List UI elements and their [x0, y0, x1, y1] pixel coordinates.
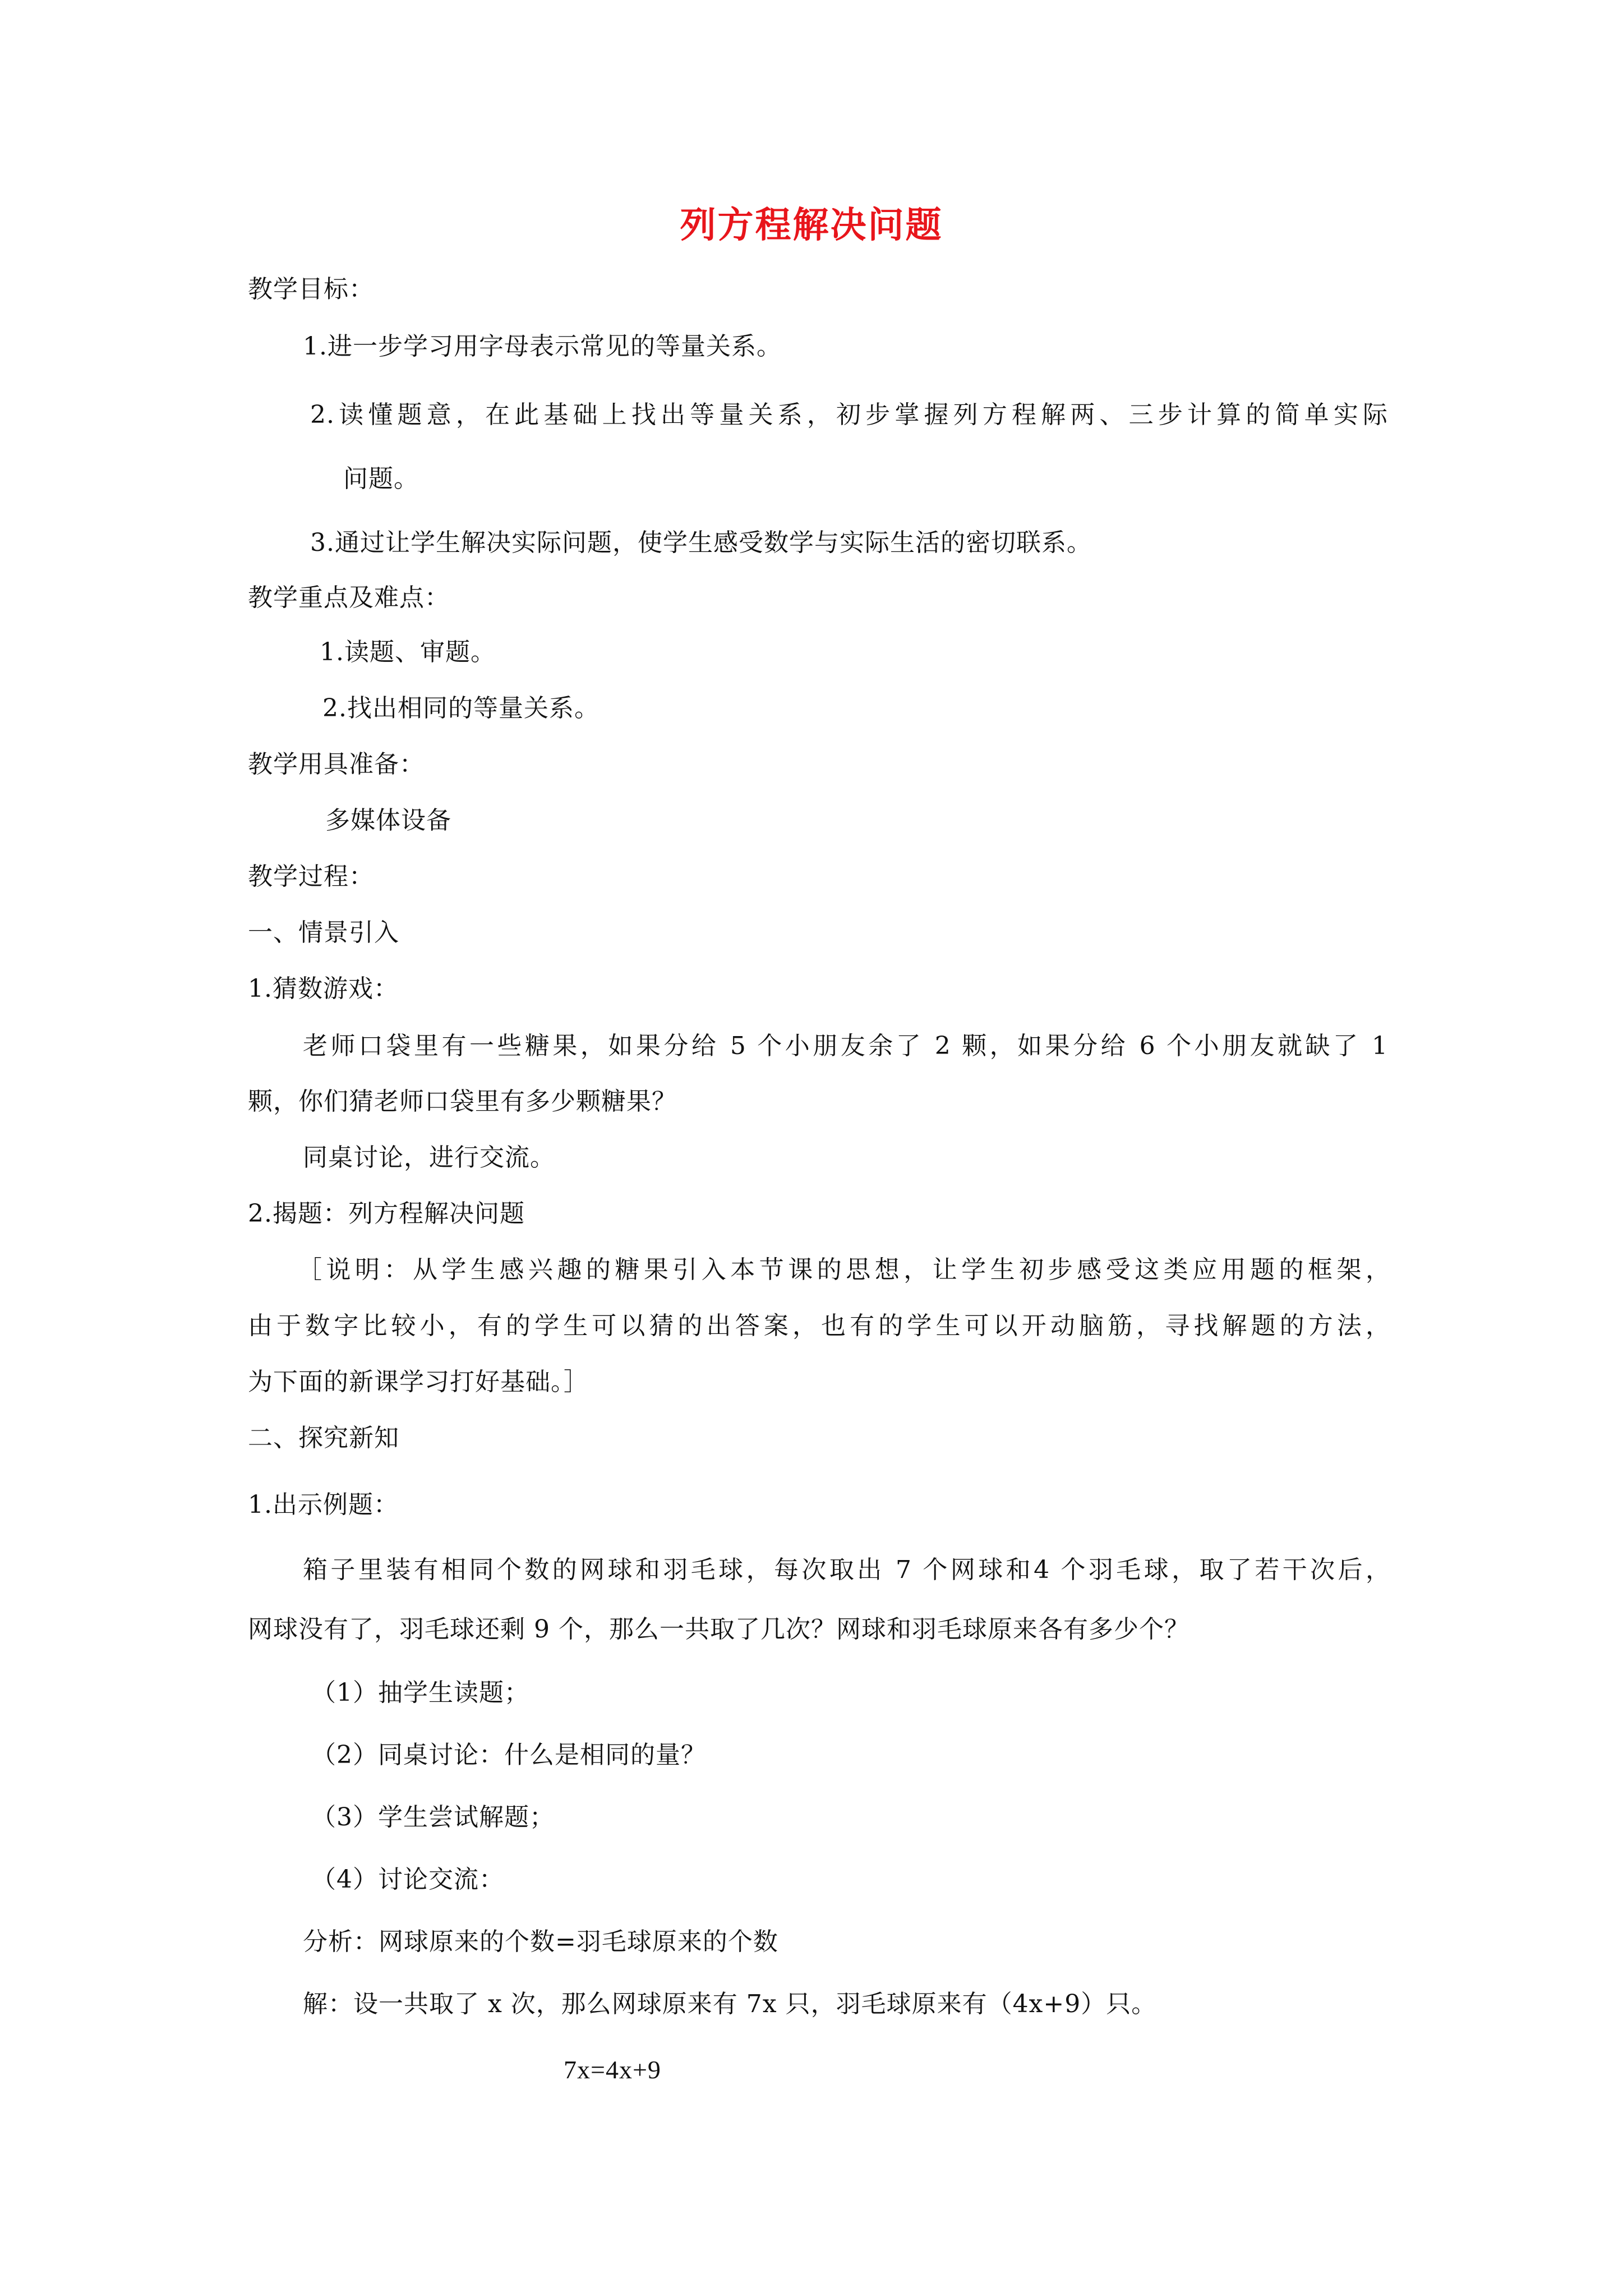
document-title: 列方程解决问题: [680, 204, 943, 246]
equation: 7x=4x+9: [564, 2055, 661, 2084]
step-sub-4: （4）讨论交流：: [311, 1865, 504, 1894]
note-line-3: 为下面的新课学习打好基础。］: [248, 1368, 589, 1396]
section-2-step-1-heading: 1.出示例题：: [248, 1490, 399, 1519]
discussion-text: 同桌讨论，进行交流。: [303, 1143, 555, 1172]
key-point-item-1: 1.读题、审题。: [320, 638, 496, 666]
solution-text: 解：设一共取了 x 次，那么网球原来有 7x 只，羽毛球原来有（4x+9）只。: [303, 1990, 1157, 2018]
objectives-heading: 教学目标：: [248, 275, 374, 303]
step-sub-2: （2）同桌讨论：什么是相同的量？: [311, 1741, 706, 1769]
objective-item-3: 3.通过让学生解决实际问题，使学生感受数学与实际生活的密切联系。: [310, 528, 1092, 557]
section-1-heading: 一、情景引入: [248, 918, 399, 947]
process-heading: 教学过程：: [248, 862, 374, 891]
objective-item-2-line-1: 2.读懂题意，在此基础上找出等量关系，初步掌握列方程解两、三步计算的简单实际: [310, 401, 1388, 429]
tools-item: 多媒体设备: [325, 806, 451, 835]
key-points-heading: 教学重点及难点：: [248, 583, 450, 612]
objective-item-1: 1.进一步学习用字母表示常见的等量关系。: [303, 332, 782, 361]
analysis-text: 分析：网球原来的个数=羽毛球原来的个数: [303, 1927, 778, 1956]
key-point-item-2: 2.找出相同的等量关系。: [322, 694, 600, 723]
step-sub-1: （1）抽学生读题；: [311, 1678, 529, 1707]
tools-heading: 教学用具准备：: [248, 750, 425, 779]
note-line-2: 由于数字比较小，有的学生可以猜的出答案，也有的学生可以开动脑筋，寻找解题的方法，: [248, 1312, 1391, 1340]
section-2-heading: 二、探究新知: [248, 1424, 399, 1452]
game-text-line-1: 老师口袋里有一些糖果，如果分给 5 个小朋友余了 2 颗，如果分给 6 个小朋友就缺了 1: [303, 1032, 1388, 1060]
example-line-1: 箱子里装有相同个数的网球和羽毛球，每次取出 7 个网球和4 个羽毛球，取了若干次后，: [303, 1556, 1391, 1584]
example-line-2: 网球没有了，羽毛球还剩 9 个，那么一共取了几次？网球和羽毛球原来各有多少个？: [248, 1615, 1189, 1644]
note-line-1: ［说明：从学生感兴趣的糖果引入本节课的思想，让学生初步感受这类应用题的框架，: [297, 1255, 1391, 1284]
section-1-step-2-heading: 2.揭题：列方程解决问题: [248, 1199, 525, 1228]
step-sub-3: （3）学生尝试解题；: [311, 1803, 555, 1832]
section-1-step-1-heading: 1.猜数游戏：: [248, 974, 399, 1003]
game-text-line-2: 颗，你们猜老师口袋里有多少颗糖果？: [248, 1087, 677, 1116]
objective-item-2-line-2: 问题。: [343, 464, 419, 493]
